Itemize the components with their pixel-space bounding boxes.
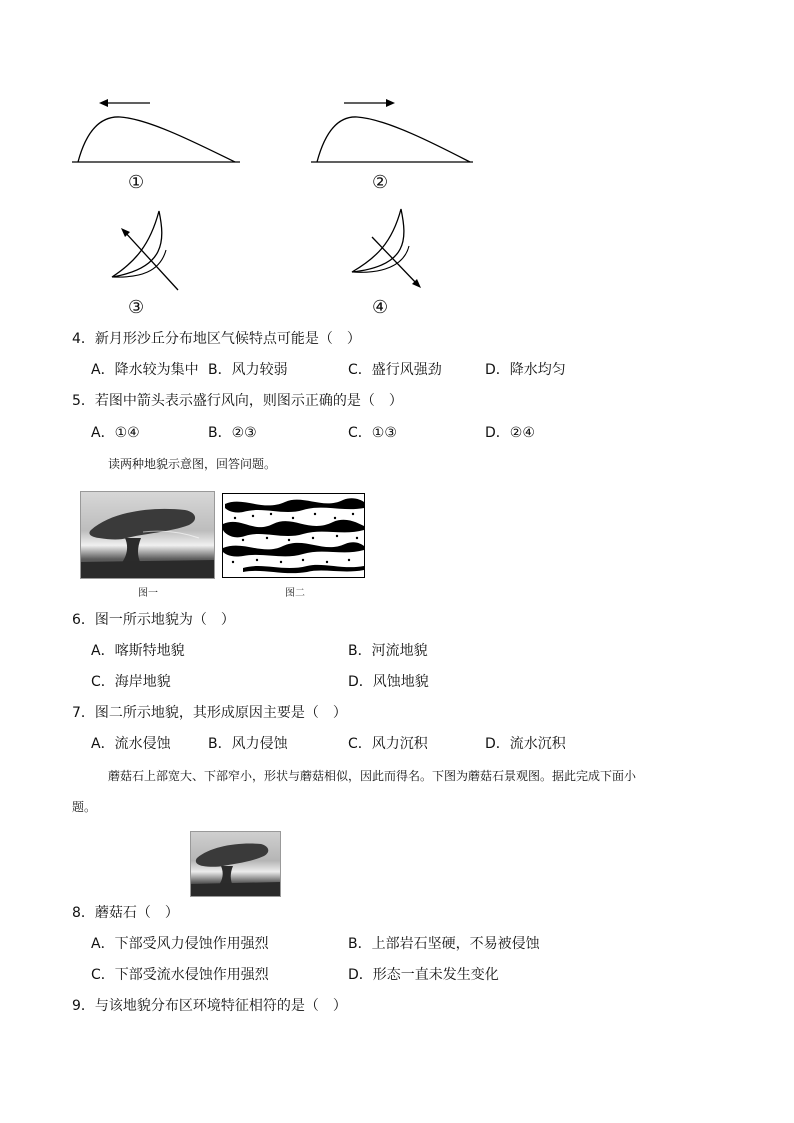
q7-option-d: D．流水沉积 bbox=[485, 736, 566, 752]
mushroom-rock-photo-3 bbox=[190, 831, 281, 897]
mushroom-rock-photo-1 bbox=[80, 491, 215, 579]
q8-option-c: C．下部受流水侵蚀作用强烈 bbox=[91, 967, 269, 983]
q5-option-a: A．①④ bbox=[91, 425, 140, 441]
question-8-stem: 8．蘑菇石（ ） bbox=[72, 905, 179, 921]
intro-mushroom-rock-line1: 蘑菇石上部宽大、下部窄小，形状与蘑菇相似，因此而得名。下图为蘑菇石景观图。据此完成下面小 bbox=[108, 769, 637, 783]
question-4-stem: 4．新月形沙丘分布地区气候特点可能是（ ） bbox=[72, 331, 361, 347]
dune-label-3: ③ bbox=[128, 297, 145, 318]
q6-option-c: C．海岸地貌 bbox=[91, 674, 171, 690]
q4-option-b: B．风力较弱 bbox=[208, 362, 288, 378]
intro-landforms: 读两种地貌示意图，回答问题。 bbox=[108, 457, 277, 471]
dune-label-4: ④ bbox=[372, 297, 389, 318]
q5-option-c: C．①③ bbox=[348, 425, 397, 441]
q4-option-a: A．降水较为集中 bbox=[91, 362, 199, 378]
q7-option-b: B．风力侵蚀 bbox=[208, 736, 288, 752]
intro-mushroom-rock-line2: 题。 bbox=[72, 800, 97, 814]
q4-option-c: C．盛行风强劲 bbox=[348, 362, 442, 378]
q6-option-a: A．喀斯特地貌 bbox=[91, 643, 185, 659]
q5-option-d: D．②④ bbox=[485, 425, 535, 441]
dune-field-sketch-2 bbox=[222, 493, 365, 578]
q7-option-c: C．风力沉积 bbox=[348, 736, 428, 752]
question-9-stem: 9．与该地貌分布区环境特征相符的是（ ） bbox=[72, 998, 347, 1014]
q8-option-d: D．形态一直未发生变化 bbox=[348, 967, 499, 983]
dune-label-1: ① bbox=[128, 172, 145, 193]
q4-option-d: D．降水均匀 bbox=[485, 362, 566, 378]
q7-option-a: A．流水侵蚀 bbox=[91, 736, 171, 752]
q8-option-a: A．下部受风力侵蚀作用强烈 bbox=[91, 936, 269, 952]
question-6-stem: 6．图一所示地貌为（ ） bbox=[72, 612, 235, 628]
photo-caption-1: 图一 bbox=[138, 588, 158, 599]
q6-option-b: B．河流地貌 bbox=[348, 643, 428, 659]
q8-option-b: B．上部岩石坚硬，不易被侵蚀 bbox=[348, 936, 540, 952]
q6-option-d: D．风蚀地貌 bbox=[348, 674, 429, 690]
q5-option-b: B．②③ bbox=[208, 425, 257, 441]
photo-caption-2: 图二 bbox=[285, 588, 305, 599]
question-5-stem: 5．若图中箭头表示盛行风向，则图示正确的是（ ） bbox=[72, 393, 403, 409]
question-7-stem: 7．图二所示地貌，其形成原因主要是（ ） bbox=[72, 705, 347, 721]
dune-label-2: ② bbox=[372, 172, 389, 193]
